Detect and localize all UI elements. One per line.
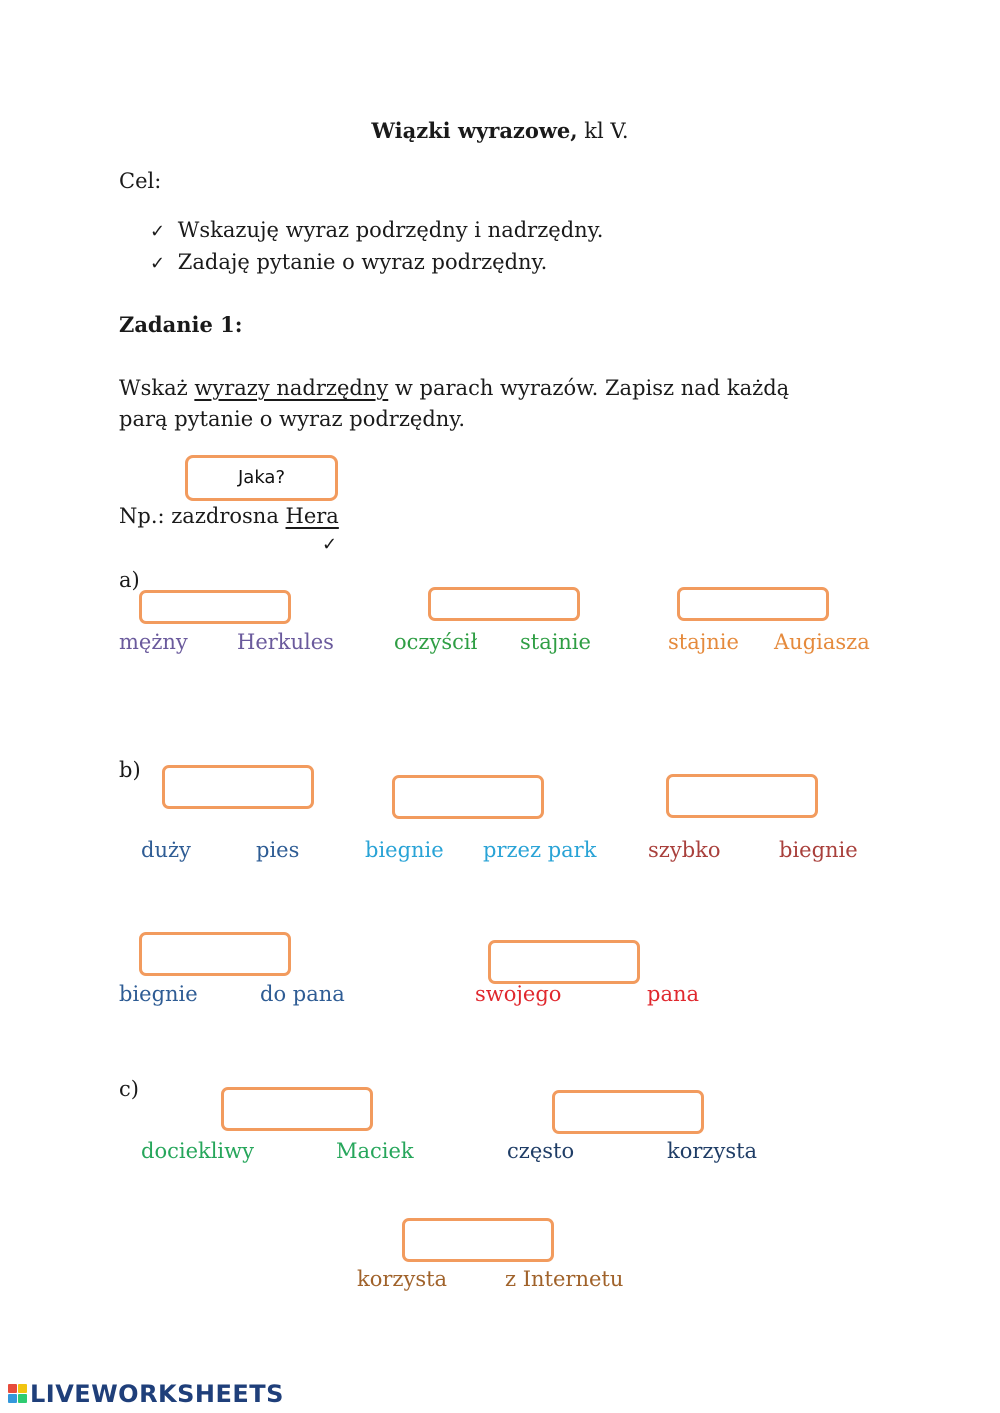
- goal-text-1: Wskazuję wyraz podrzędny i nadrzędny.: [177, 218, 604, 242]
- answer-input-c3[interactable]: [402, 1218, 554, 1262]
- word-a2-1: oczyścił: [394, 630, 478, 654]
- word-c2-2: korzysta: [667, 1139, 758, 1163]
- word-b3-1: szybko: [648, 838, 721, 862]
- instruction-underlined: wyrazy nadrzędny: [194, 376, 389, 400]
- example-head-word: Hera: [285, 504, 339, 528]
- answer-input-b1[interactable]: [162, 765, 314, 809]
- word-b5-2: pana: [647, 982, 700, 1006]
- section-label-b: b): [119, 758, 141, 782]
- goal-item-1: [150, 217, 603, 245]
- answer-input-b3[interactable]: [666, 774, 818, 818]
- goal-label: Cel:: [119, 169, 162, 193]
- word-c1-1: dociekliwy: [141, 1139, 254, 1163]
- word-b5-1: swojego: [475, 982, 562, 1006]
- checkmark-icon: ✓: [322, 534, 338, 555]
- word-a2-2: stajnie: [520, 630, 591, 654]
- answer-input-a3[interactable]: [677, 587, 829, 621]
- footer-brand: [8, 1380, 284, 1408]
- answer-input-a2[interactable]: [428, 587, 580, 621]
- instruction-line-2: parą pytanie o wyraz podrzędny.: [119, 407, 466, 431]
- word-a1-1: mężny: [119, 630, 188, 654]
- title-rest: kl V.: [584, 119, 629, 143]
- page-title: [0, 118, 1000, 144]
- title-bold: Wiązki wyrazowe,: [371, 118, 578, 143]
- example-prefix: Np.: zazdrosna: [119, 504, 286, 528]
- answer-input-b5[interactable]: [488, 940, 640, 984]
- liveworksheets-logo-icon: [8, 1384, 28, 1404]
- instruction-line-1: [119, 375, 789, 401]
- instruction-after: w parach wyrazów. Zapisz nad każdą: [388, 376, 790, 400]
- word-b3-2: biegnie: [779, 838, 858, 862]
- goal-item-2: [150, 249, 547, 277]
- checkmark-icon: ✓: [150, 253, 166, 274]
- word-b2-1: biegnie: [365, 838, 444, 862]
- word-a3-2: Augiasza: [774, 630, 870, 654]
- answer-input-a1[interactable]: [139, 590, 291, 624]
- word-c1-2: Maciek: [336, 1139, 414, 1163]
- section-label-a: a): [119, 568, 140, 592]
- word-c3-2: z Internetu: [505, 1267, 624, 1291]
- word-b1-2: pies: [256, 838, 300, 862]
- example-answer-box: Jaka?: [185, 455, 338, 501]
- example-line: [119, 503, 339, 529]
- footer-brand-text: LIVEWORKSHEETS: [30, 1380, 284, 1408]
- goal-text-2: Zadaję pytanie o wyraz podrzędny.: [177, 250, 548, 274]
- answer-input-b4[interactable]: [139, 932, 291, 976]
- word-b1-1: duży: [141, 838, 191, 862]
- answer-input-c2[interactable]: [552, 1090, 704, 1134]
- checkmark-icon: ✓: [150, 221, 166, 242]
- word-b4-1: biegnie: [119, 982, 198, 1006]
- word-a1-2: Herkules: [237, 630, 334, 654]
- word-c2-1: często: [507, 1139, 575, 1163]
- word-b4-2: do pana: [260, 982, 345, 1006]
- section-label-c: c): [119, 1077, 139, 1101]
- word-a3-1: stajnie: [668, 630, 739, 654]
- answer-input-b2[interactable]: [392, 775, 544, 819]
- word-c3-1: korzysta: [357, 1267, 448, 1291]
- answer-input-c1[interactable]: [221, 1087, 373, 1131]
- word-b2-2: przez park: [483, 838, 597, 862]
- task-title: Zadanie 1:: [119, 312, 243, 337]
- instruction-before: Wskaż: [119, 376, 195, 400]
